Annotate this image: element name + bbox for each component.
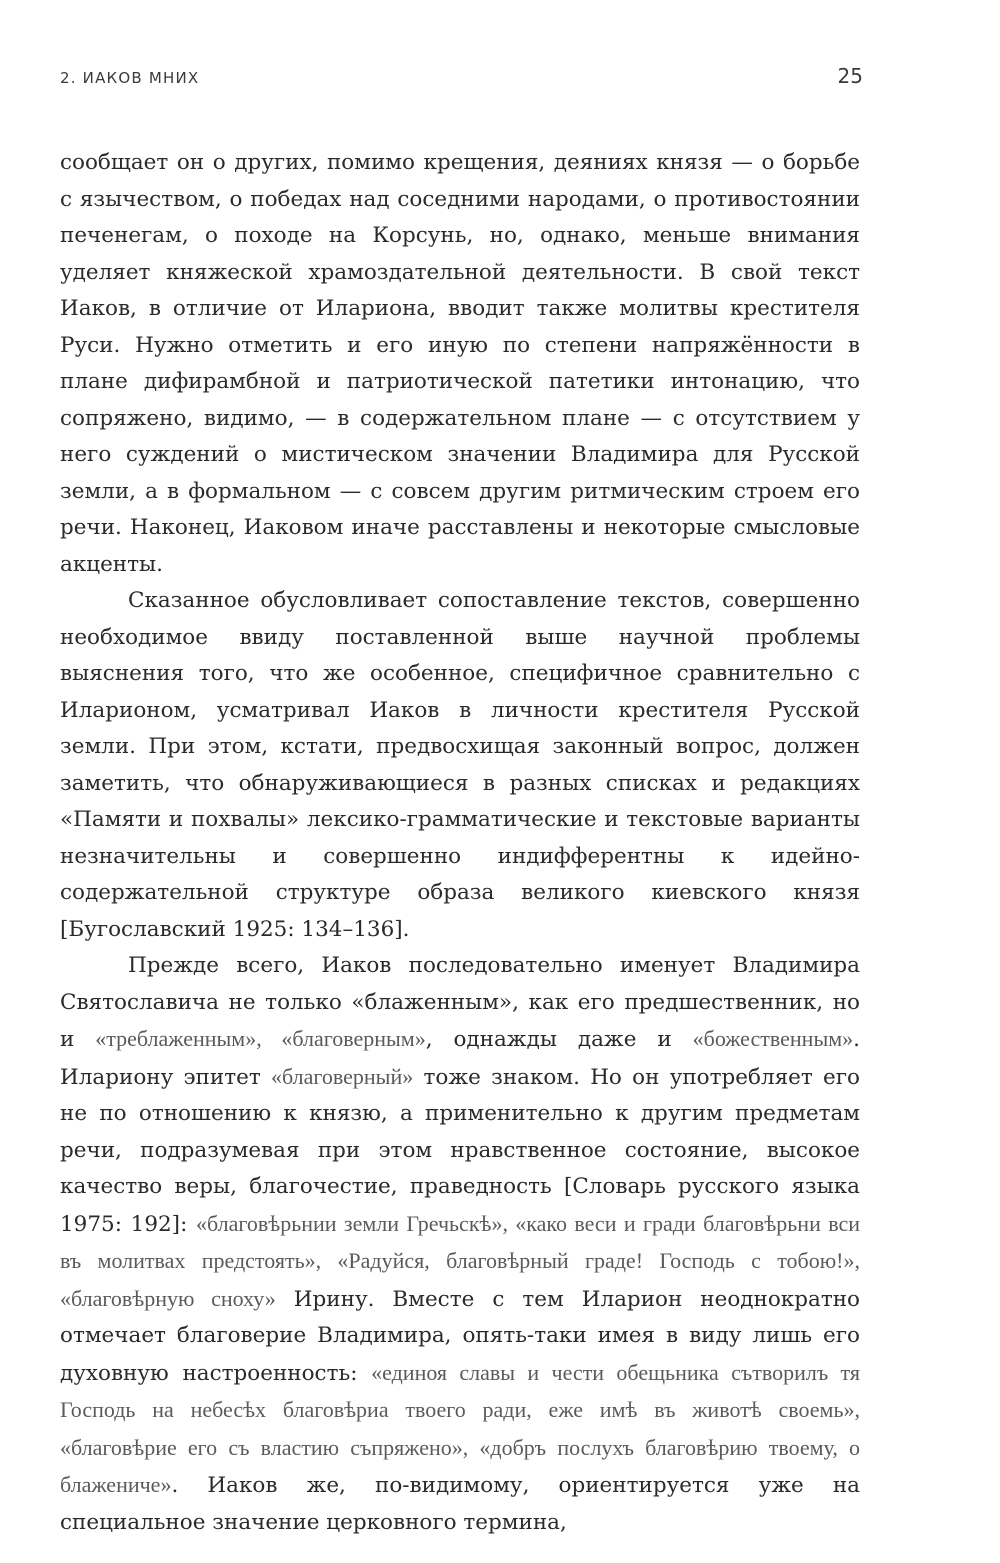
text-run: тоже знаком. Но он употребляет его не по отношению к князю, а применительно к другим предметам речи, подразумевая при этом нравственное состояние, высокое качество веры, благочестие, праведность [Словарь русского языка 1975: 192]:: [60, 1064, 860, 1237]
text-run: . Илариону эпитет: [60, 1027, 860, 1090]
paragraph: [60, 145, 860, 583]
quotation: «единоя славы и чести обещьника сътворилъ тя Господь на небесѣх благовѣриа твоего ради, еже имѣ въ животѣ своемь», «благовѣрие его съ властию съпряжено», «добръ послухъ благовѣрию твоему, о блажениче»: [60, 1359, 860, 1497]
text-run: Прежде всего, Иаков последовательно именует Владимира Святославича не только «блаженным», как его предшественник, но и: [60, 953, 860, 1052]
body-text: [60, 145, 860, 1541]
quotation: «благовѣрьнии земли Гречьскѣ», «како веси и гради благовѣрьни вси въ молитвах предстоять», «Радуйся, благовѣрный граде! Господь с тобою!», «благовѣрную сноху»: [60, 1210, 860, 1311]
text-run: сообщает он о других, помимо крещения, деяниях князя — о борьбе с язычеством, о победах над соседними народами, о противостоянии печенегам, о походе на Корсунь, но, однако, меньше внимания уделяет княжеской храмоздательной деятельности. В свой текст Иаков, в отличие от Илариона, вводит также молитвы крестителя Руси. Нужно отметить и его иную по степени напряжённости в плане дифирамбной и патриотической патетики интонацию, что сопряжено, видимо, — в содержательном плане — с отсутствием у него суждений о мистическом значении Владимира для Русской земли, а в формальном — с совсем другим ритмическим строем его речи. Наконец, Иаковом иначе расставлены и некоторые смысловые акценты.: [60, 150, 860, 577]
text-run: , однажды даже и: [425, 1027, 693, 1052]
paragraph: [60, 948, 860, 1541]
chapter-title: 2. ИАКОВ МНИХ: [60, 69, 200, 87]
quotation: «треблаженным», «благоверным»: [95, 1026, 426, 1051]
quotation: «благоверный»: [271, 1063, 414, 1089]
page-number: 25: [837, 64, 863, 88]
text-run: Сказанное обусловливает сопоставление текстов, совершенно необходимое ввиду поставленной выше научной проблемы выяснения того, что же особенное, специфичное сравнительно с Иларионом, усматривал Иаков в личности крестителя Русской земли. При этом, кстати, предвосхищая законный вопрос, должен заметить, что обнаруживающиеся в разных списках и редакциях «Памяти и похвалы» лексико-грамматические и текстовые варианты незначительны и совершенно индифферентны к идейно-содержательной структуре образа великого киевского князя [Бугославский 1925: 134–136].: [60, 588, 860, 942]
quotation: «божественным»: [692, 1026, 854, 1051]
running-head: [60, 64, 863, 88]
paragraph: [60, 583, 860, 948]
text-run: . Иаков же, по-видимому, ориентируется уже на специальное значение церковного термина,: [60, 1473, 860, 1535]
text-run: Ирину. Вместе с тем Иларион неоднократно отмечает благоверие Владимира, опять-таки имея в виду лишь его духовную настроенность:: [60, 1286, 860, 1386]
